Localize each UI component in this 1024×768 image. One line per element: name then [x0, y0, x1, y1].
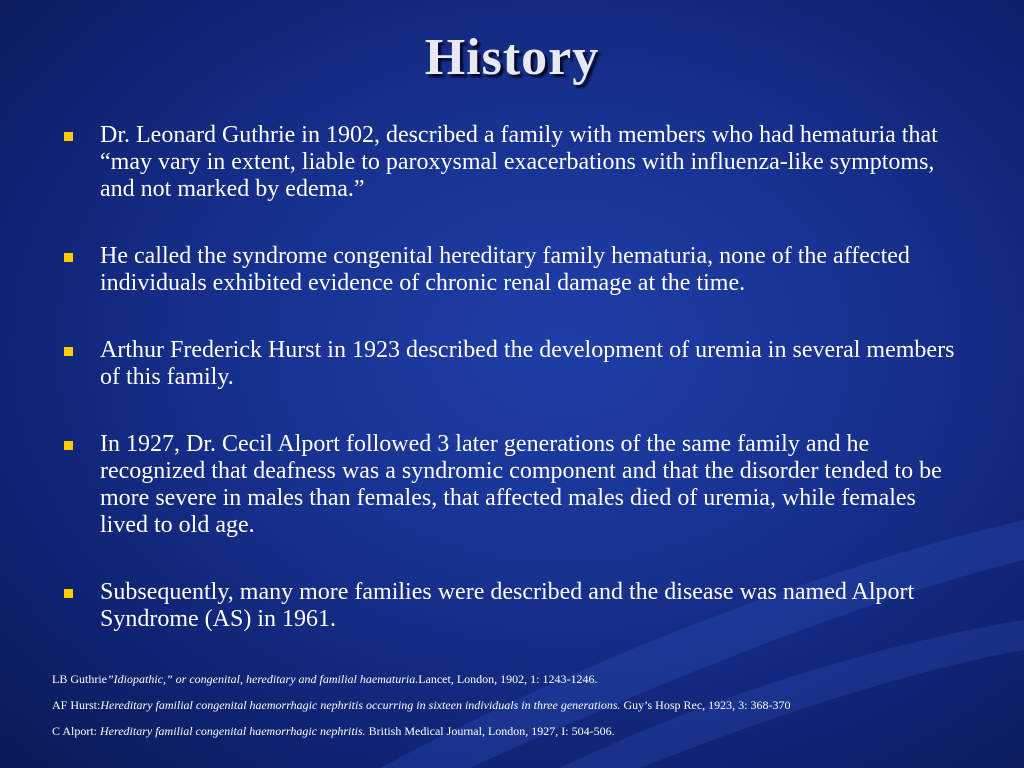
bullet-text: Arthur Frederick Hurst in 1923 described the development of uremia in several members of this family. [100, 337, 955, 390]
square-bullet-icon [64, 253, 73, 262]
square-bullet-icon [64, 441, 73, 450]
reference-source: Lancet, London, 1902, 1: 1243-1246. [418, 672, 598, 686]
square-bullet-icon [64, 589, 73, 598]
bullet-item [60, 431, 960, 539]
reference-item [52, 672, 1012, 686]
reference-title: Hereditary familial congenital haemorrhagic nephritis occurring in sixteen individuals in three generations. [100, 698, 621, 712]
bullet-text: Subsequently, many more families were described and the disease was named Alport Syndrome (AS) in 1961. [100, 579, 915, 632]
bullet-item [60, 337, 960, 391]
square-bullet-icon [64, 347, 73, 356]
reference-title: Hereditary familial congenital haemorrhagic nephritis. [100, 724, 366, 738]
bullet-text: In 1927, Dr. Cecil Alport followed 3 later generations of the same family and he recognized that deafness was a syndromic component and that the disorder tended to be more severe in males than females, that affected males died of uremia, while females lived to old age. [100, 431, 942, 538]
bullet-item [60, 122, 960, 203]
bullet-item [60, 243, 960, 297]
references [52, 672, 1012, 750]
reference-item [52, 698, 1012, 712]
reference-source: Guy’s Hosp Rec, 1923, 3: 368-370 [620, 698, 791, 712]
reference-source: British Medical Journal, London, 1927, I: 504-506. [365, 724, 615, 738]
bullet-list [60, 122, 960, 673]
reference-author: C Alport: [52, 724, 101, 738]
reference-item [52, 724, 1012, 738]
bullet-item [60, 579, 960, 633]
square-bullet-icon [64, 132, 73, 141]
reference-title: ”Idiopathic,” or congenital, hereditary and familial haematuria. [107, 672, 419, 686]
slide-title: History [424, 29, 600, 86]
reference-author: LB Guthrie [52, 672, 107, 686]
bullet-text: He called the syndrome congenital hereditary family hematuria, none of the affected individuals exhibited evidence of chronic renal damage at the time. [100, 243, 910, 296]
reference-author: AF Hurst: [52, 698, 101, 712]
bullet-text: Dr. Leonard Guthrie in 1902, described a family with members who had hematuria that “may vary in extent, liable to paroxysmal exacerbations with influenza-like symptoms, and not marked by edema.” [100, 122, 938, 202]
